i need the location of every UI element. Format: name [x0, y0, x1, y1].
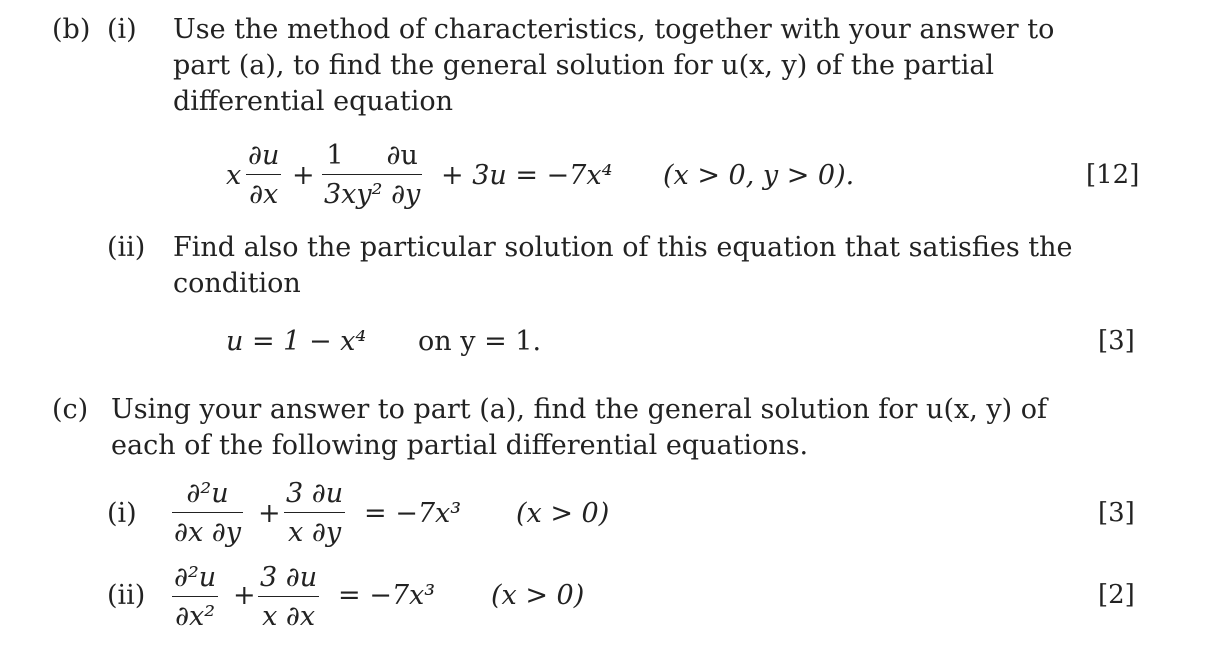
eq-b-plus: + — [292, 160, 315, 191]
eq-b-fraction-du-dx — [246, 140, 281, 210]
eq-c-ii-plus: + — [233, 580, 256, 611]
eq-c-i-rhs: = −7x³ — [364, 498, 462, 529]
marks-b-i: [12] — [1086, 160, 1140, 190]
part-b-ii-label: (ii) — [107, 232, 146, 263]
part-b-i-line3: differential equation — [173, 86, 454, 117]
part-c-line2: each of the following partial differential equations. — [111, 430, 809, 461]
part-c-ii-label: (ii) — [107, 580, 146, 611]
part-c-label: (c) — [52, 394, 89, 425]
eq-c-ii-frac1-numerator: ∂²u — [174, 562, 217, 593]
part-b-label: (b) — [52, 14, 91, 45]
condition-on: on y = 1. — [418, 326, 542, 357]
condition-equation: u = 1 − x⁴ — [226, 326, 367, 357]
part-b-i-line1: Use the method of characteristics, together with your answer to — [173, 14, 1055, 45]
eq-c-ii-frac1-denominator: ∂x² — [175, 601, 216, 632]
eq-c-i-frac2-numerator: 3 ∂u — [286, 478, 344, 509]
eq-c-i-domain: (x > 0) — [516, 498, 610, 529]
eq-c-i-frac2-denominator: x ∂y — [288, 517, 342, 548]
part-b-i-line2: part (a), to find the general solution for u(x, y) of the partial — [173, 50, 995, 81]
part-c-line1: Using your answer to part (a), find the general solution for u(x, y) of — [111, 394, 1047, 425]
eq-c-ii-fraction-first-derivative — [258, 562, 319, 632]
eq-c-ii-frac2-denominator: x ∂x — [262, 601, 316, 632]
eq-b-frac1-numerator: ∂u — [248, 140, 280, 171]
eq-b-fraction-coeff — [322, 140, 422, 210]
eq-b-frac2-numerator: 1 ∂u — [326, 140, 418, 171]
marks-c-i: [3] — [1098, 498, 1135, 528]
part-b-i-label: (i) — [107, 14, 137, 45]
marks-b-ii: [3] — [1098, 326, 1135, 356]
marks-c-ii: [2] — [1098, 580, 1135, 610]
eq-c-i-frac1-denominator: ∂x ∂y — [174, 517, 241, 548]
part-c-i-label: (i) — [107, 498, 137, 529]
eq-c-ii-frac2-numerator: 3 ∂u — [260, 562, 318, 593]
eq-c-i-fraction-first-derivative — [284, 478, 345, 548]
eq-c-ii-fraction-second-derivative — [172, 562, 218, 632]
eq-b-frac2-denominator: 3xy² ∂y — [324, 179, 421, 210]
part-b-ii-line2: condition — [173, 268, 301, 299]
eq-b-domain: (x > 0, y > 0). — [663, 160, 855, 191]
eq-b-rhs: + 3u = −7x⁴ — [441, 160, 613, 191]
eq-c-ii-rhs: = −7x³ — [338, 580, 436, 611]
eq-c-i-plus: + — [258, 498, 281, 529]
eq-c-i-frac1-numerator: ∂²u — [186, 478, 229, 509]
part-b-ii-line1: Find also the particular solution of this equation that satisfies the — [173, 232, 1073, 263]
eq-b-x-prefix: x — [226, 160, 242, 191]
eq-c-i-fraction-second-derivative — [172, 478, 243, 548]
eq-c-ii-domain: (x > 0) — [491, 580, 585, 611]
eq-b-frac1-denominator: ∂x — [249, 179, 279, 210]
